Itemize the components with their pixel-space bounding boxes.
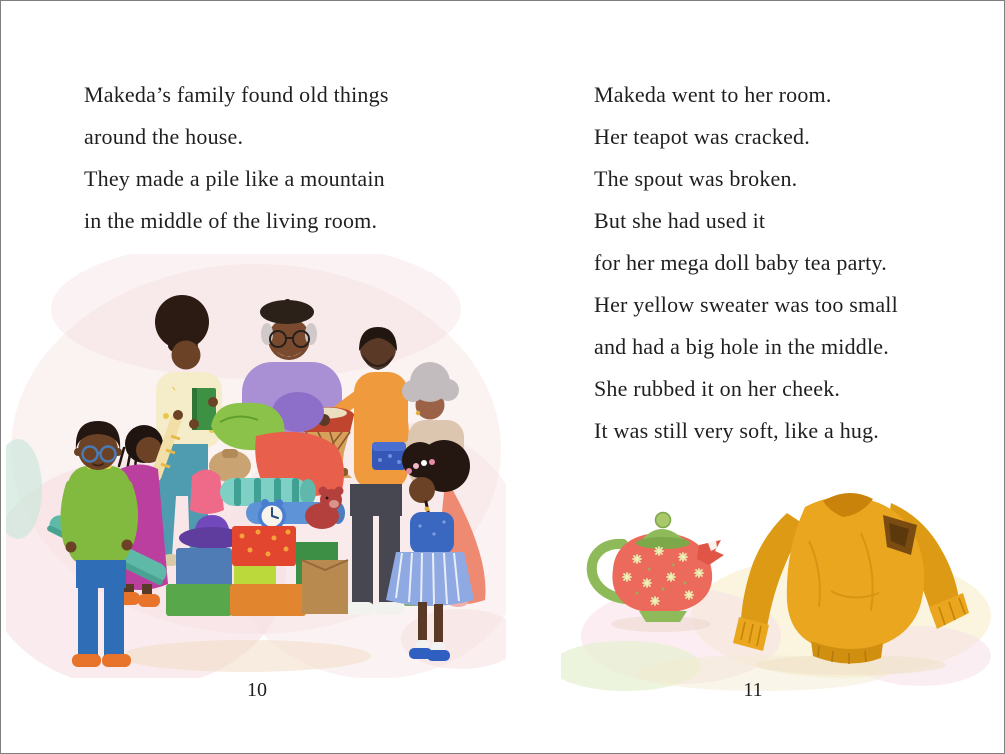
pink-bundle bbox=[190, 470, 224, 515]
family-pile-illustration bbox=[6, 254, 506, 678]
bottom-green-box bbox=[166, 584, 232, 616]
cardboard-box bbox=[302, 560, 348, 614]
story-line: Makeda went to her room. bbox=[594, 82, 832, 107]
story-line: in the middle of the living room. bbox=[84, 208, 378, 233]
story-line: Her teapot was cracked. bbox=[594, 124, 810, 149]
story-line: and had a big hole in the middle. bbox=[594, 334, 889, 359]
red-dotted-box bbox=[232, 526, 296, 566]
left-page-story-text bbox=[84, 74, 504, 242]
story-line: Her yellow sweater was too small bbox=[594, 292, 898, 317]
alarm-clock bbox=[258, 499, 286, 530]
story-line: around the house. bbox=[84, 124, 244, 149]
page-number-right: 11 bbox=[743, 679, 763, 701]
blue-gift-box bbox=[372, 442, 406, 470]
teapot-lid bbox=[636, 513, 690, 550]
story-line: for her mega doll baby tea party. bbox=[594, 250, 887, 275]
story-line: Makeda’s family found old things bbox=[84, 82, 389, 107]
teapot-sweater-illustration bbox=[561, 441, 993, 693]
story-line: She rubbed it on her cheek. bbox=[594, 376, 841, 401]
page-number-left: 10 bbox=[247, 679, 267, 701]
story-line: They made a pile like a mountain bbox=[84, 166, 385, 191]
story-line: But she had used it bbox=[594, 208, 766, 233]
story-line: The spout was broken. bbox=[594, 166, 798, 191]
right-page-story-text bbox=[594, 74, 999, 452]
orange-box bbox=[230, 584, 306, 616]
story-line: It was still very soft, like a hug. bbox=[594, 418, 880, 443]
teapot-base bbox=[639, 611, 687, 622]
